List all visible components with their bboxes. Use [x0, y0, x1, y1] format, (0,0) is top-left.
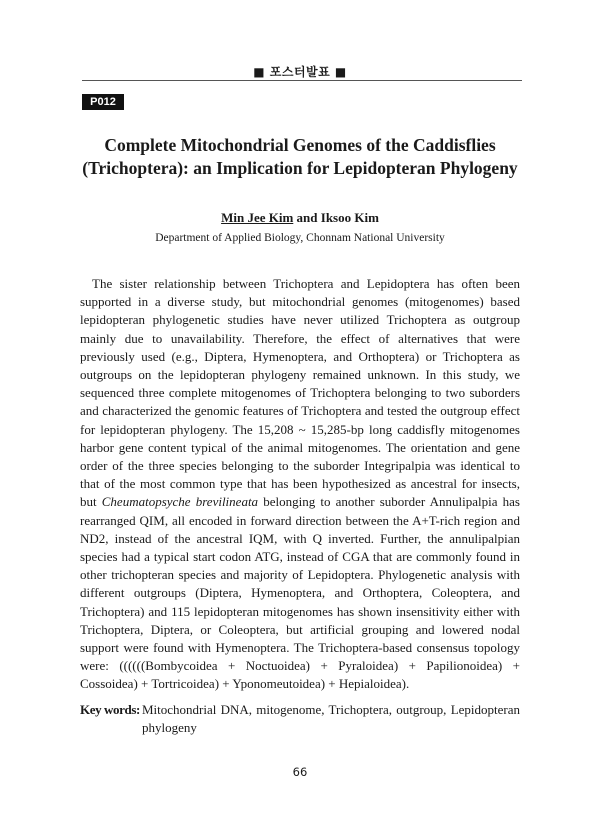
abstract-text-part-2: belonging to another suborder Annulipalpia has rearranged QIM, all encoded in forward direction between the A+T-rich region and ND2, instead of the ancestral IQM, with Q inverted. Further, the annulipalpian species had a typical start codon ATG, instead of CGA that are commonly found in other trichopteran species and majority of Lepidoptera. Phylogenetic analysis with different outgroups (Diptera, Hymenoptera, and Orthoptera, Coleoptera, and Trichoptera) and 115 lepidopteran mitogenomes has shown insensitivity either with Trichoptera, Diptera, or Coleoptera, but artificial grouping and lowered nodal support were found with Hymenoptera. The Trichoptera-based consensus topology were: ((((((Bombycoidea + Noctuoidea) + Pyraloidea) + Papilionoidea) + Cossoidea) + Tortricoidea) + Yponomeutoidea) + Hepialoidea). [80, 494, 520, 692]
author-connector: and [293, 210, 321, 225]
species-name: Cheumatopsyche brevilineata [101, 494, 259, 510]
author-line [0, 210, 600, 226]
paper-title [60, 134, 540, 180]
abstract-text-part-1: The sister relationship between Trichoptera and Lepidoptera has often been supported in a diverse study, but mitochondrial genomes (mitogenomes) based lepidopteran phylogenetic studies have never utilized Trichoptera as outgroup mainly due to unavailability. Therefore, the effect of alternatives that were previously used (e.g., Diptera, Hymenoptera, and Orthoptera) or Trichoptera as outgroups on the lepidopteran phylogeny remained unknown. In this study, we sequenced three complete mitogenomes of Trichoptera belonging to two suborders and characterized the genomic features of Trichoptera and tested the outgroup effect for lepidopteran phylogeny. The 15,208 ~ 15,285-bp long caddisfly mitogenomes harbor gene content typical of the animal mitogenomes. The orientation and gene order of the three species belonging to the suborder Integripalpia was identical to that of the most common type that has been hypothesized as ancestral for insects, but [80, 276, 520, 510]
paper-title-line-2: (Trichoptera): an Implication for Lepidopteran Phylogeny [82, 158, 518, 178]
section-header: ■ 포스터발표 ■ [253, 65, 347, 79]
abstract-body [80, 275, 520, 694]
abstract-code-badge: P012 [82, 94, 124, 110]
paper-title-line-1: Complete Mitochondrial Genomes of the Caddisflies [104, 135, 496, 155]
page-number: 66 [292, 765, 308, 779]
header-divider [82, 80, 522, 81]
affiliation: Department of Applied Biology, Chonnam National University [155, 232, 445, 244]
first-author: Min Jee Kim [221, 210, 294, 225]
second-author: Iksoo Kim [320, 210, 379, 225]
keywords-label: Key words: [80, 702, 140, 717]
keywords-section [80, 701, 520, 737]
keywords-value: Mitochondrial DNA, mitogenome, Trichoptera, outgroup, Lepidopteran phylogeny [142, 702, 520, 735]
